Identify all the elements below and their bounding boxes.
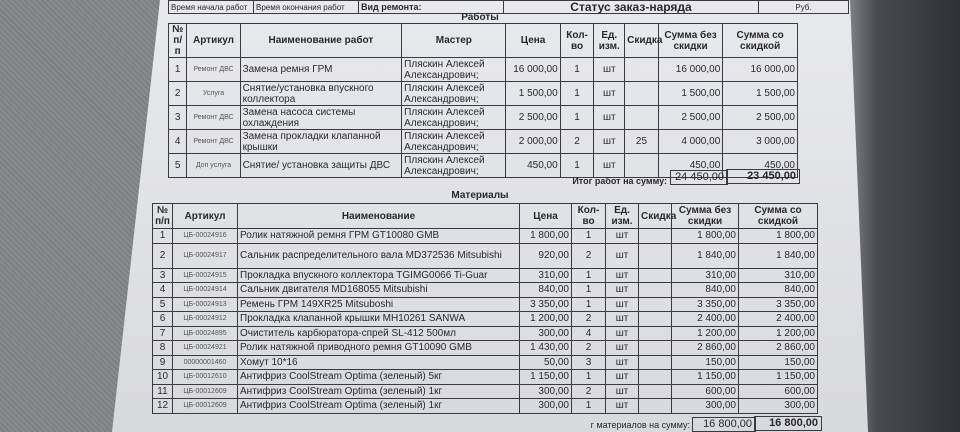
cell-n: 1 bbox=[153, 229, 173, 244]
table-row bbox=[153, 341, 818, 356]
cell-sum: 840,00 bbox=[672, 283, 739, 298]
cell-qty: 2 bbox=[572, 384, 606, 399]
column-header: Артикул bbox=[187, 24, 240, 58]
cell-qty: 1 bbox=[560, 82, 594, 106]
cell-sum_disc: 600,00 bbox=[739, 384, 818, 399]
table-row bbox=[153, 229, 818, 244]
cell-sum_disc: 16 000,00 bbox=[723, 58, 798, 82]
cell-sum: 310,00 bbox=[672, 268, 739, 283]
cell-name: Ролик натяжной ремня ГРМ GT10080 GMB bbox=[238, 229, 520, 244]
materials-title: Материалы bbox=[451, 190, 509, 201]
column-header: Цена bbox=[520, 204, 572, 229]
table-row bbox=[169, 58, 798, 82]
table-row bbox=[169, 130, 798, 154]
column-header: № п/п bbox=[153, 204, 173, 229]
cell-sum_disc: 1 200,00 bbox=[739, 326, 818, 341]
cell-n: 3 bbox=[169, 106, 187, 130]
end-time-label: Время окончания работ bbox=[254, 1, 359, 14]
cell-sum_disc: 3 350,00 bbox=[739, 297, 818, 312]
cell-art: Ремонт ДВС bbox=[187, 106, 240, 130]
works-table bbox=[168, 23, 798, 178]
materials-total: 16 800,00 bbox=[692, 417, 756, 432]
cell-qty: 1 bbox=[572, 268, 606, 283]
cell-sum: 450,00 bbox=[658, 154, 722, 178]
cell-unit: шт bbox=[594, 58, 625, 82]
cell-sum_disc: 450,00 bbox=[723, 154, 798, 178]
cell-unit: шт bbox=[594, 130, 625, 154]
cell-art: ЦБ-00024895 bbox=[173, 326, 238, 341]
cell-qty: 2 bbox=[572, 243, 606, 268]
cell-name: Снятие/установка впускного коллектора bbox=[240, 82, 402, 106]
cell-disc bbox=[639, 243, 672, 268]
cell-qty: 1 bbox=[572, 370, 606, 385]
cell-unit: шт bbox=[606, 370, 639, 385]
cell-sum: 150,00 bbox=[672, 355, 739, 370]
table-row bbox=[169, 106, 798, 130]
cell-name: Хомут 10*16 bbox=[238, 355, 520, 370]
column-header: № п/п bbox=[169, 24, 187, 58]
cell-name: Сальник распределительного вала MD372536 Mitsubishi bbox=[238, 243, 520, 268]
cell-name: Сальник двигателя MD168055 Mitsubishi bbox=[238, 283, 520, 298]
cell-price: 1 800,00 bbox=[520, 229, 572, 244]
cell-sum_disc: 1 800,00 bbox=[739, 229, 818, 244]
materials-table bbox=[152, 203, 818, 414]
cell-qty: 1 bbox=[560, 106, 594, 130]
cell-name: Антифриз CoolStream Optima (зеленый) 5кг bbox=[238, 370, 520, 385]
cell-unit: шт bbox=[594, 154, 625, 178]
cell-name: Очиститель карбюратора-спрей SL-412 500мл bbox=[238, 326, 520, 341]
cell-price: 920,00 bbox=[520, 243, 572, 268]
cell-sum: 2 860,00 bbox=[672, 341, 739, 356]
cell-sum_disc: 1 150,00 bbox=[739, 370, 818, 385]
cell-n: 11 bbox=[153, 384, 173, 399]
cell-disc bbox=[639, 297, 672, 312]
cell-unit: шт bbox=[594, 82, 625, 106]
cell-disc: 25 bbox=[625, 130, 659, 154]
cell-sum_disc: 3 000,00 bbox=[723, 130, 798, 154]
cell-art: Ремонт ДВС bbox=[187, 130, 240, 154]
currency-label: Руб. bbox=[759, 1, 849, 14]
table-row bbox=[153, 243, 818, 268]
cell-unit: шт bbox=[606, 268, 639, 283]
cell-name: Замена прокладки клапанной крышки bbox=[240, 130, 402, 154]
cell-price: 1 150,00 bbox=[520, 370, 572, 385]
cell-disc bbox=[639, 399, 672, 414]
cell-disc bbox=[625, 58, 659, 82]
cell-sum_disc: 150,00 bbox=[739, 355, 818, 370]
cell-name: Прокладка впускного коллектора TGIMG0066 Ti-Guar bbox=[238, 268, 520, 283]
cell-n: 3 bbox=[153, 268, 173, 283]
cell-sum: 4 000,00 bbox=[658, 130, 722, 154]
cell-sum: 1 200,00 bbox=[672, 326, 739, 341]
cell-price: 300,00 bbox=[520, 384, 572, 399]
column-header: Кол-во bbox=[572, 204, 606, 229]
column-header: Цена bbox=[506, 24, 560, 58]
cell-qty: 1 bbox=[572, 297, 606, 312]
column-header: Сумма со скидкой bbox=[739, 204, 818, 229]
cell-name: Прокладка клапанной крышки MH10261 SANWA bbox=[238, 312, 520, 327]
cell-unit: шт bbox=[606, 341, 639, 356]
column-header: Кол-во bbox=[560, 24, 594, 58]
cell-master: Пляскин Алексей Александрович; bbox=[402, 130, 506, 154]
cell-sum: 1 800,00 bbox=[672, 229, 739, 244]
table-row bbox=[153, 268, 818, 283]
cell-art: Доп услуга bbox=[187, 154, 240, 178]
cell-disc bbox=[639, 341, 672, 356]
cell-name: Ролик натяжной приводного ремня GT10090 GMB bbox=[238, 341, 520, 356]
column-header: Скидка bbox=[639, 204, 672, 229]
cell-disc bbox=[625, 106, 659, 130]
cell-sum: 300,00 bbox=[672, 399, 739, 414]
cell-qty: 1 bbox=[572, 399, 606, 414]
cell-n: 2 bbox=[153, 243, 173, 268]
cell-art: ЦБ-00024915 bbox=[173, 268, 238, 283]
cell-qty: 1 bbox=[572, 229, 606, 244]
cell-disc bbox=[639, 283, 672, 298]
cell-price: 50,00 bbox=[520, 355, 572, 370]
cell-sum: 1 500,00 bbox=[658, 82, 722, 106]
cell-unit: шт bbox=[606, 399, 639, 414]
cell-sum_disc: 2 400,00 bbox=[739, 312, 818, 327]
cell-unit: шт bbox=[606, 283, 639, 298]
cell-sum: 2 400,00 bbox=[672, 312, 739, 327]
cell-name: Антифриз CoolStream Optima (зеленый) 1кг bbox=[238, 399, 520, 414]
order-status: Статус заказ-наряда bbox=[504, 1, 759, 14]
cell-n: 12 bbox=[153, 399, 173, 414]
cell-art: ЦБ-00024914 bbox=[173, 283, 238, 298]
cell-price: 2 000,00 bbox=[506, 130, 560, 154]
table-row bbox=[153, 326, 818, 341]
table-row bbox=[153, 297, 818, 312]
table-row bbox=[153, 312, 818, 327]
cell-sum_disc: 300,00 bbox=[739, 399, 818, 414]
works-total-label: Итог работ на сумму: bbox=[572, 176, 667, 186]
cell-qty: 2 bbox=[560, 130, 594, 154]
cell-price: 1 200,00 bbox=[520, 312, 572, 327]
cell-price: 16 000,00 bbox=[506, 58, 560, 82]
cell-price: 3 350,00 bbox=[520, 297, 572, 312]
cell-name: Ремень ГРМ 149XR25 Mitsuboshi bbox=[238, 297, 520, 312]
cell-unit: шт bbox=[606, 384, 639, 399]
column-header: Сумма без скидки bbox=[672, 204, 739, 229]
table-row bbox=[153, 384, 818, 399]
table-row bbox=[153, 355, 818, 370]
cell-n: 6 bbox=[153, 312, 173, 327]
cell-price: 300,00 bbox=[520, 399, 572, 414]
cell-sum: 1 840,00 bbox=[672, 243, 739, 268]
cell-qty: 2 bbox=[572, 312, 606, 327]
works-title: Работы bbox=[461, 12, 499, 23]
cell-art: ЦБ-00024912 bbox=[173, 312, 238, 327]
cell-disc bbox=[639, 384, 672, 399]
cell-sum_disc: 1 840,00 bbox=[739, 243, 818, 268]
cell-sum_disc: 310,00 bbox=[739, 268, 818, 283]
cell-qty: 1 bbox=[572, 283, 606, 298]
cell-master: Пляскин Алексей Александрович; bbox=[402, 82, 506, 106]
table-row bbox=[153, 399, 818, 414]
column-header: Артикул bbox=[173, 204, 238, 229]
column-header: Сумма со скидкой bbox=[723, 24, 798, 58]
cell-unit: шт bbox=[594, 106, 625, 130]
cell-name: Замена насоса системы охлаждения bbox=[240, 106, 402, 130]
cell-disc bbox=[625, 154, 659, 178]
cell-art: ЦБ-00012609 bbox=[173, 399, 238, 414]
works-total-discounted: 23 450,00 bbox=[726, 169, 800, 184]
materials-total-label: г материалов на сумму: bbox=[590, 420, 690, 430]
column-header: Мастер bbox=[402, 24, 506, 58]
materials-total-discounted: 16 800,00 bbox=[754, 416, 822, 431]
cell-master: Пляскин Алексей Александрович; bbox=[402, 58, 506, 82]
cell-qty: 2 bbox=[572, 341, 606, 356]
cell-sum: 2 500,00 bbox=[658, 106, 722, 130]
column-header: Скидка bbox=[625, 24, 659, 58]
cell-disc bbox=[639, 370, 672, 385]
cell-art: ЦБ-00012609 bbox=[173, 384, 238, 399]
cell-n: 2 bbox=[169, 82, 187, 106]
cell-art: Услуга bbox=[187, 82, 240, 106]
cell-disc bbox=[639, 326, 672, 341]
cell-sum: 3 350,00 bbox=[672, 297, 739, 312]
column-header: Сумма без скидки bbox=[658, 24, 722, 58]
cell-sum_disc: 2 500,00 bbox=[723, 106, 798, 130]
start-time-label: Время начала работ bbox=[169, 1, 254, 14]
cell-n: 1 bbox=[169, 58, 187, 82]
cell-sum_disc: 2 860,00 bbox=[739, 341, 818, 356]
table-row bbox=[153, 370, 818, 385]
cell-unit: шт bbox=[606, 229, 639, 244]
cell-disc bbox=[625, 82, 659, 106]
cell-sum: 16 000,00 bbox=[658, 58, 722, 82]
cell-n: 7 bbox=[153, 326, 173, 341]
column-header: Ед. изм. bbox=[594, 24, 625, 58]
cell-n: 5 bbox=[169, 154, 187, 178]
cell-price: 2 500,00 bbox=[506, 106, 560, 130]
cell-name: Снятие/ установка защиты ДВС bbox=[240, 154, 402, 178]
cell-n: 9 bbox=[153, 355, 173, 370]
cell-art: ЦБ-00024921 bbox=[173, 341, 238, 356]
cell-art: ЦБ-00024913 bbox=[173, 297, 238, 312]
cell-sum_disc: 840,00 bbox=[739, 283, 818, 298]
cell-n: 8 bbox=[153, 341, 173, 356]
table-row bbox=[153, 283, 818, 298]
cell-sum: 600,00 bbox=[672, 384, 739, 399]
column-header: Ед. изм. bbox=[606, 204, 639, 229]
cell-n: 5 bbox=[153, 297, 173, 312]
cell-unit: шт bbox=[606, 312, 639, 327]
cell-price: 1 430,00 bbox=[520, 341, 572, 356]
cell-art: ЦБ-00024917 bbox=[173, 243, 238, 268]
works-total: 24 450,00 bbox=[670, 170, 728, 185]
column-header: Наименование bbox=[238, 204, 520, 229]
cell-qty: 1 bbox=[560, 154, 594, 178]
cell-art: Ремонт ДВС bbox=[187, 58, 240, 82]
cell-price: 1 500,00 bbox=[506, 82, 560, 106]
cell-price: 300,00 bbox=[520, 326, 572, 341]
cell-disc bbox=[639, 312, 672, 327]
cell-qty: 3 bbox=[572, 355, 606, 370]
cell-n: 4 bbox=[169, 130, 187, 154]
cell-unit: шт bbox=[606, 326, 639, 341]
cell-name: Антифриз CoolStream Optima (зеленый) 1кг bbox=[238, 384, 520, 399]
cell-price: 840,00 bbox=[520, 283, 572, 298]
cell-unit: шт bbox=[606, 243, 639, 268]
cell-sum: 1 150,00 bbox=[672, 370, 739, 385]
cell-unit: шт bbox=[606, 355, 639, 370]
cell-sum_disc: 1 500,00 bbox=[723, 82, 798, 106]
cell-price: 310,00 bbox=[520, 268, 572, 283]
cell-art: ЦБ-00024916 bbox=[173, 229, 238, 244]
cell-master: Пляскин Алексей Александрович; bbox=[402, 106, 506, 130]
column-header: Наименование работ bbox=[240, 24, 402, 58]
cell-art: ЦБ-00012610 bbox=[173, 370, 238, 385]
repair-type-label: Вид ремонта: bbox=[359, 1, 504, 14]
cell-unit: шт bbox=[606, 297, 639, 312]
cell-master: Пляскин Алексей Александрович; bbox=[402, 154, 506, 178]
cell-name: Замена ремня ГРМ bbox=[240, 58, 402, 82]
cell-n: 10 bbox=[153, 370, 173, 385]
cell-n: 4 bbox=[153, 283, 173, 298]
cell-qty: 4 bbox=[572, 326, 606, 341]
table-row bbox=[169, 82, 798, 106]
cell-disc bbox=[639, 229, 672, 244]
cell-disc bbox=[639, 355, 672, 370]
cell-price: 450,00 bbox=[506, 154, 560, 178]
cell-disc bbox=[639, 268, 672, 283]
cell-art: 00000001460 bbox=[173, 355, 238, 370]
cell-qty: 1 bbox=[560, 58, 594, 82]
